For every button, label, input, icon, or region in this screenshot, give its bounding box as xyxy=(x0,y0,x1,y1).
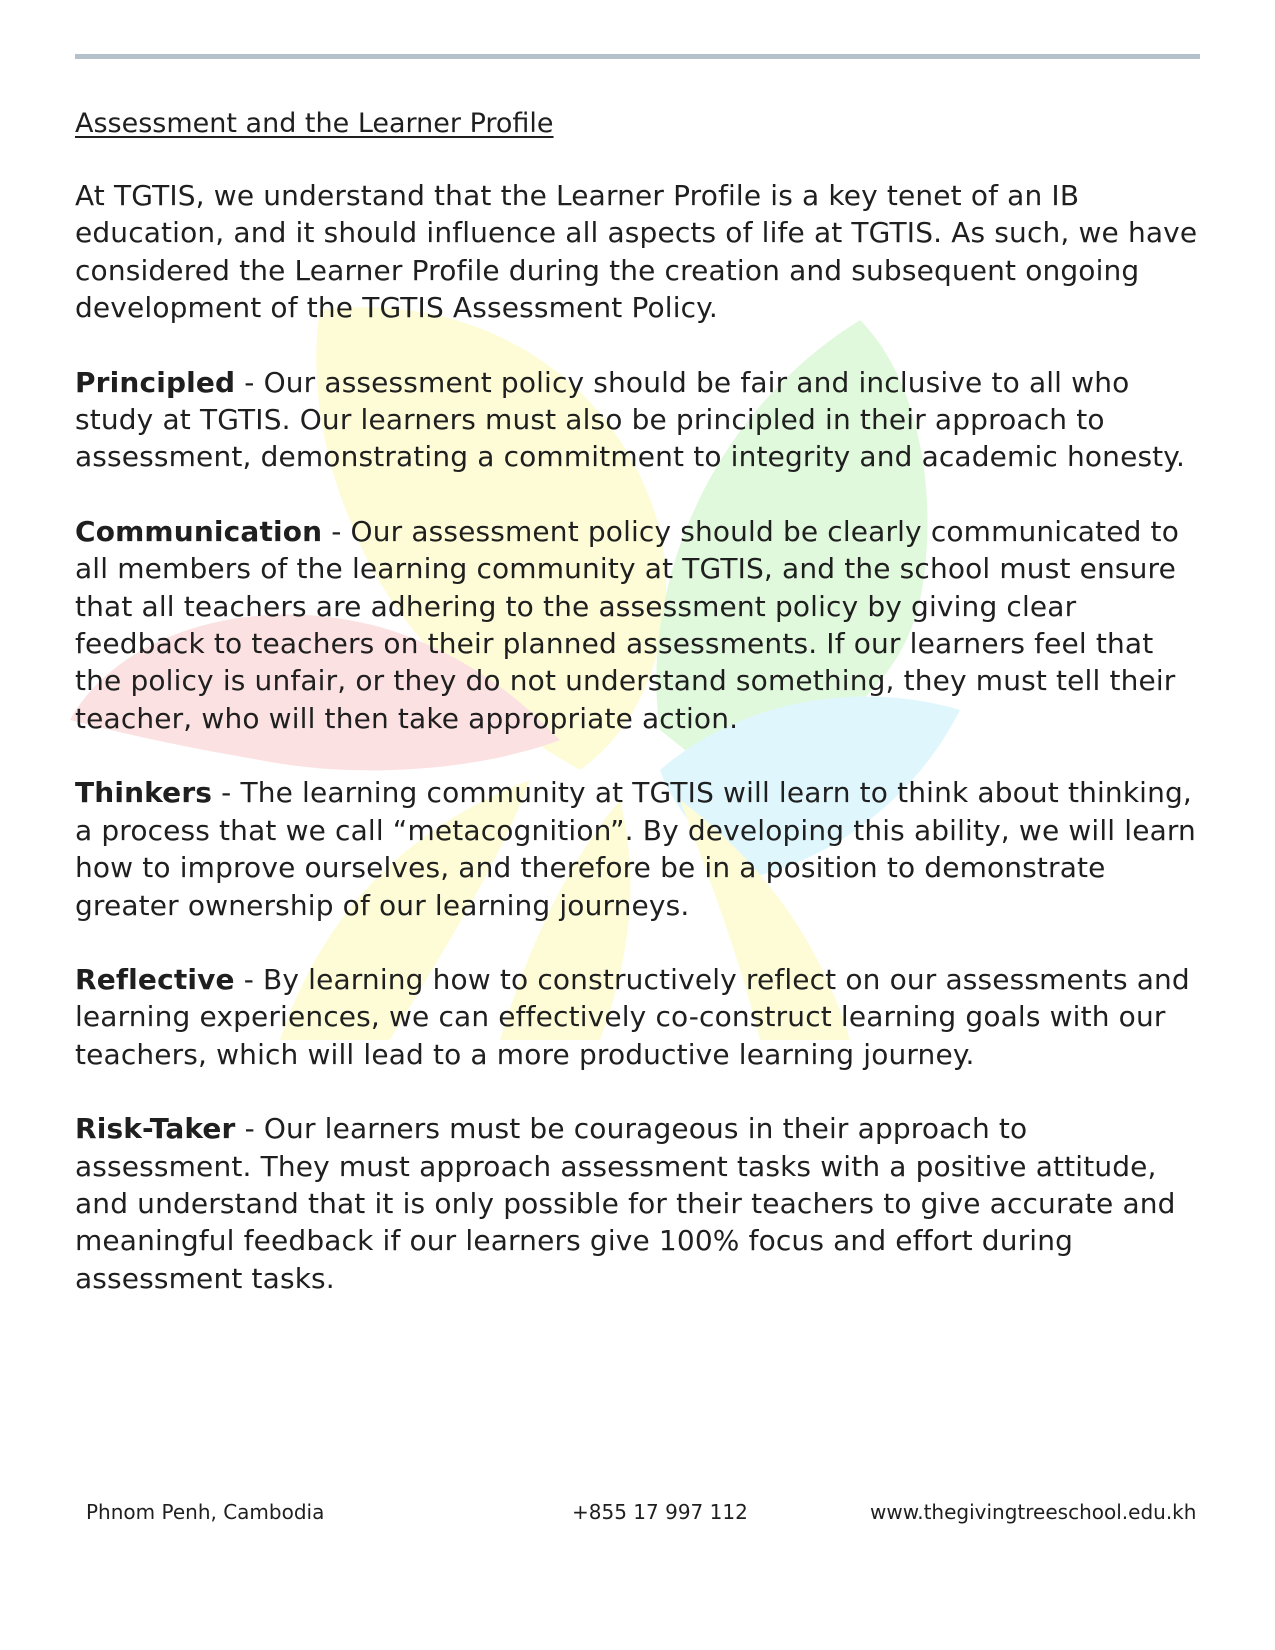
header-rule xyxy=(75,54,1200,59)
principled-text: - Our assessment policy should be fair and inclusive to all who study at TGTIS. Our learners must also be principled in their approach to assessment, demonstrating a commitment to integrity and academic honesty. xyxy=(75,365,1186,474)
principled-paragraph xyxy=(75,364,1205,476)
thinkers-text: - The learning community at TGTIS will learn to think about thinking, a process that we call “metacognition”. By developing this ability, we will learn how to improve ourselves, and therefore be in a position to demonstrate greater ownership of our learning journeys. xyxy=(75,776,1196,922)
communication-term: Communication xyxy=(75,514,323,548)
thinkers-paragraph xyxy=(75,774,1205,924)
risk-taker-paragraph xyxy=(75,1110,1205,1297)
document-body xyxy=(75,105,1205,1334)
reflective-text: - By learning how to constructively reflect on our assessments and learning experiences, we can effectively co-construct learning goals with our teachers, which will lead to a more productive learning journey. xyxy=(75,962,1190,1071)
section-heading: Assessment and the Learner Profile xyxy=(75,108,554,139)
risk-taker-term: Risk-Taker xyxy=(75,1112,236,1146)
intro-paragraph: At TGTIS, we understand that the Learner Profile is a key tenet of an IB education, and it should influence all aspects of life at TGTIS. As such, we have considered the Learner Profile during the creation and subsequent ongoing development of the TGTIS Assessment Policy. xyxy=(75,179,1198,325)
communication-text: - Our assessment policy should be clearly communicated to all members of the learning community at TGTIS, and the school must ensure that all teachers are adhering to the assessment policy by giving clear feedback to teachers on their planned assessments. If our learners feel that the policy is unfair, or they do not understand something, they must tell their teacher, who will then take appropriate action. xyxy=(75,514,1179,735)
risk-taker-text: - Our learners must be courageous in their approach to assessment. They must approach assessment tasks with a positive attitude, and understand that it is only possible for their teachers to give accurate and meaningful feedback if our learners give 100% focus and effort during assessment tasks. xyxy=(75,1112,1176,1295)
footer-phone: +855 17 997 112 xyxy=(572,1500,748,1524)
reflective-paragraph xyxy=(75,961,1205,1073)
thinkers-term: Thinkers xyxy=(75,776,213,810)
footer-website-link[interactable]: www.thegivingtreeschool.edu.kh xyxy=(870,1500,1197,1524)
principled-term: Principled xyxy=(75,365,236,399)
reflective-term: Reflective xyxy=(75,962,235,996)
footer-location: Phnom Penh, Cambodia xyxy=(86,1500,325,1524)
communication-paragraph xyxy=(75,513,1205,737)
